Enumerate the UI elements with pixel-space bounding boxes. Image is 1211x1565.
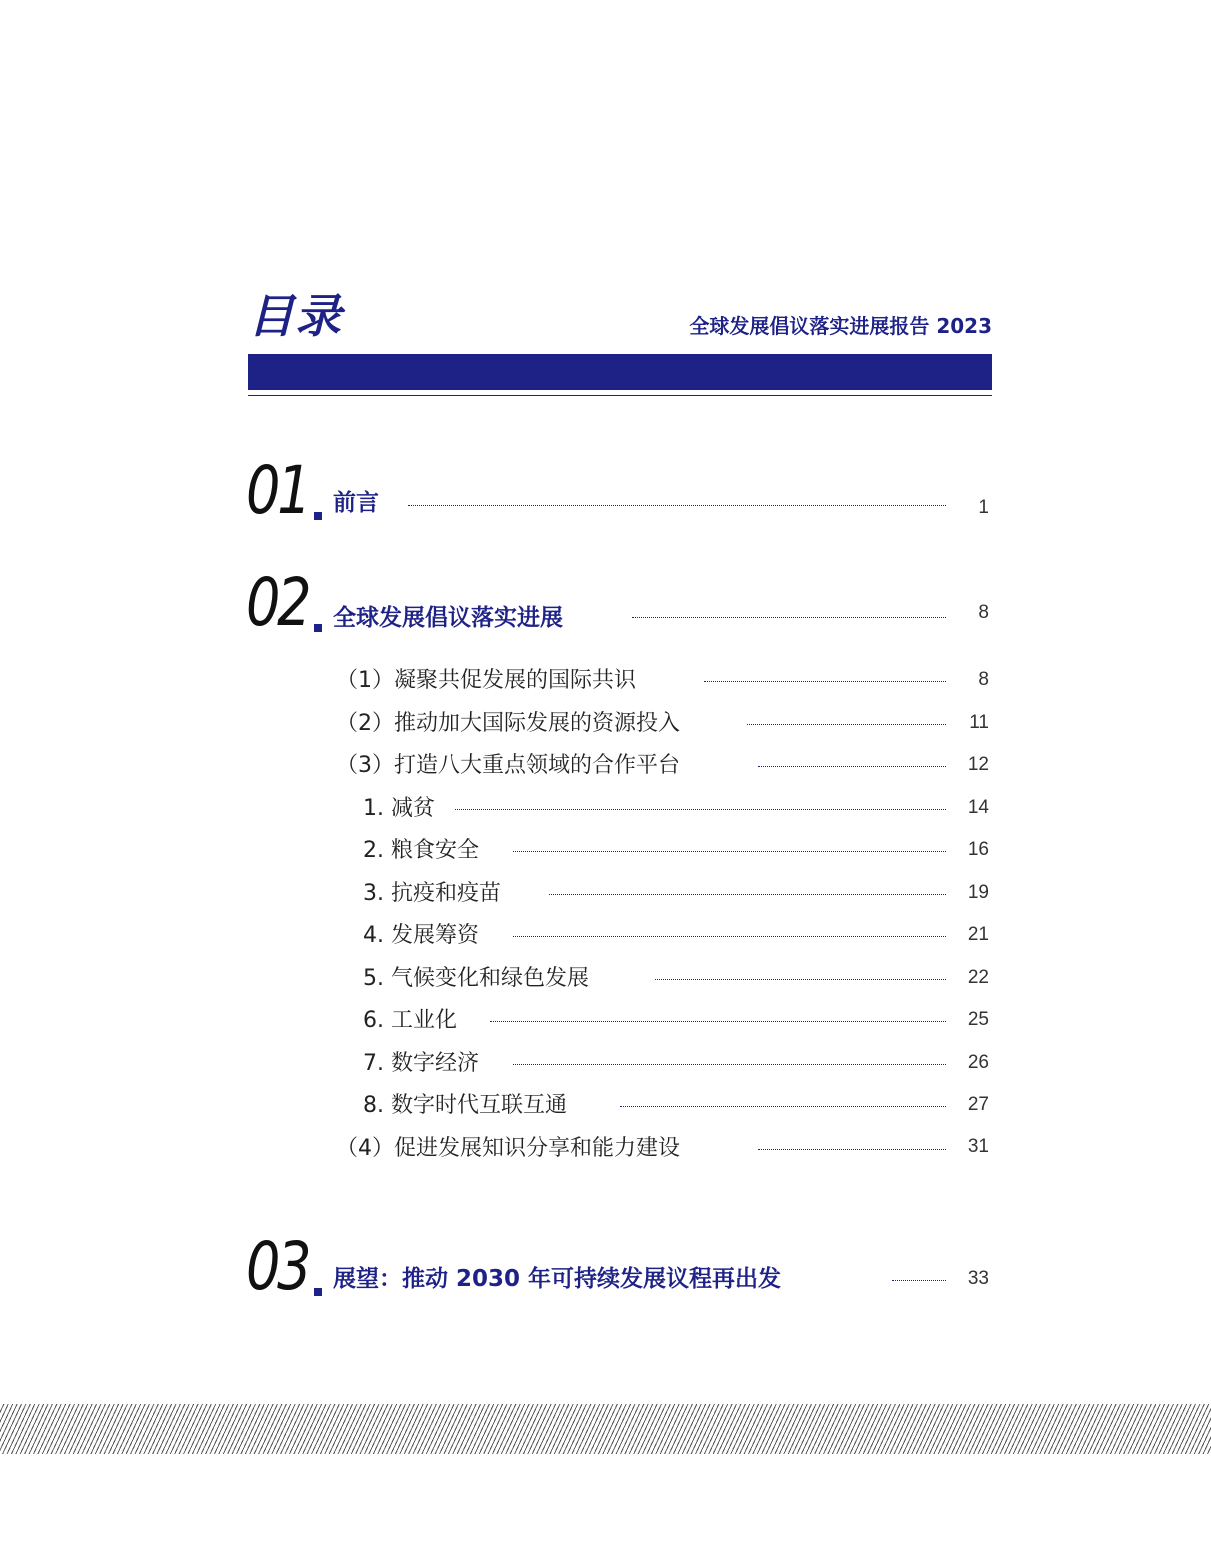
toc-item[interactable]: 3. 抗疫和疫苗 — [363, 881, 501, 906]
toc-item[interactable]: （2）推动加大国际发展的资源投入 — [336, 711, 680, 736]
toc-item[interactable]: 8. 数字时代互联互通 — [363, 1093, 567, 1118]
leader-dots — [490, 1021, 946, 1022]
page-number: 1 — [978, 497, 989, 518]
toc-title: 目录 — [248, 289, 342, 343]
leader-dots — [758, 1149, 946, 1150]
leader-dots — [704, 681, 946, 682]
page-number: 16 — [967, 839, 989, 860]
toc-item[interactable]: 6. 工业化 — [363, 1008, 457, 1033]
toc-item[interactable]: （3）打造八大重点领域的合作平台 — [336, 753, 680, 778]
page-number: 27 — [967, 1094, 989, 1115]
section-number: 03 — [246, 1228, 309, 1305]
leader-dots — [655, 979, 946, 980]
leader-dots — [408, 505, 946, 506]
leader-dots — [747, 724, 946, 725]
section-title[interactable]: 全球发展倡议落实进展 — [333, 605, 563, 631]
section-title[interactable]: 展望：推动 2030 年可持续发展议程再出发 — [333, 1266, 782, 1292]
leader-dots — [549, 894, 946, 895]
page-number: 25 — [967, 1009, 989, 1030]
page-number: 19 — [967, 882, 989, 903]
leader-dots — [513, 851, 946, 852]
decorative-stripes — [0, 1404, 1211, 1454]
section-dot — [314, 1288, 322, 1296]
section-dot — [314, 512, 322, 520]
header-bar — [248, 354, 992, 390]
header-rule — [248, 395, 992, 396]
section-number: 02 — [246, 564, 309, 641]
page-number: 14 — [967, 797, 989, 818]
toc-item[interactable]: 4. 发展筹资 — [363, 923, 479, 948]
section-dot — [314, 624, 322, 632]
leader-dots — [513, 936, 946, 937]
toc-item[interactable]: 2. 粮食安全 — [363, 838, 479, 863]
report-title: 全球发展倡议落实进展报告 2023 — [689, 314, 992, 338]
page-number: 33 — [967, 1268, 989, 1289]
page-number: 26 — [967, 1052, 989, 1073]
toc-item[interactable]: 1. 减贫 — [363, 796, 435, 821]
page-number: 8 — [978, 602, 989, 623]
page-number: 12 — [967, 754, 989, 775]
page-number: 31 — [967, 1136, 989, 1157]
leader-dots — [892, 1280, 946, 1281]
toc-item[interactable]: 5. 气候变化和绿色发展 — [363, 966, 589, 991]
page-number: 11 — [969, 712, 989, 733]
page-number: 8 — [978, 669, 989, 690]
section-number: 01 — [246, 452, 309, 529]
leader-dots — [513, 1064, 946, 1065]
leader-dots — [758, 766, 946, 767]
leader-dots — [455, 809, 946, 810]
leader-dots — [620, 1106, 946, 1107]
toc-item[interactable]: （4）促进发展知识分享和能力建设 — [336, 1136, 680, 1161]
toc-item[interactable]: （1）凝聚共促发展的国际共识 — [336, 668, 636, 693]
page-number: 21 — [967, 924, 989, 945]
page-number: 22 — [967, 967, 989, 988]
section-title[interactable]: 前言 — [333, 490, 379, 516]
toc-item[interactable]: 7. 数字经济 — [363, 1051, 479, 1076]
leader-dots — [632, 617, 946, 618]
